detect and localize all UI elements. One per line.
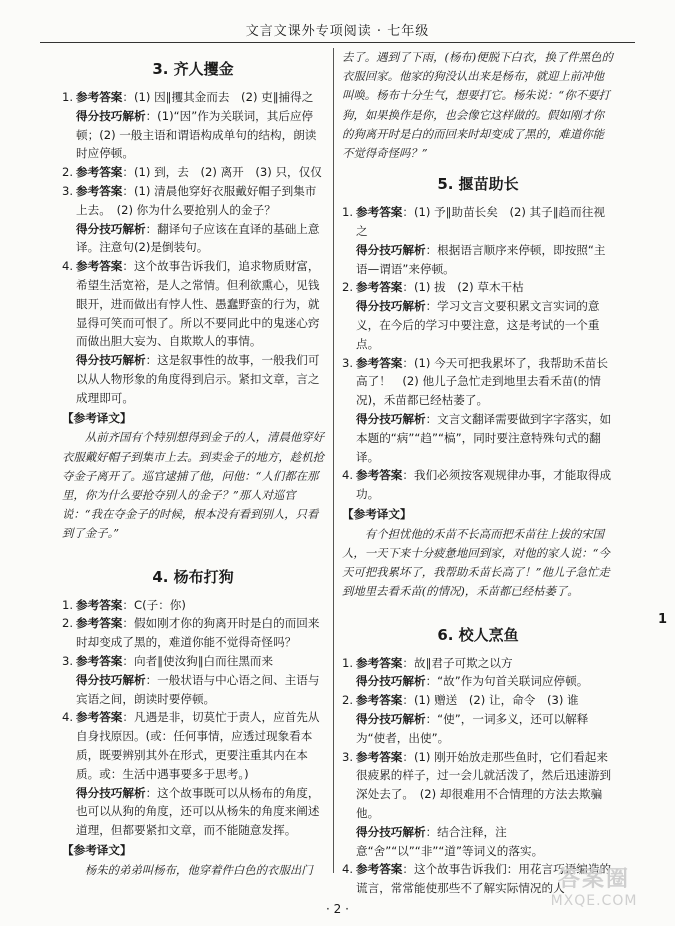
s5-item-3 [342, 354, 614, 467]
site-watermark [524, 862, 664, 922]
answer-label: 参考答案 [356, 355, 403, 370]
translation-continued: 去了。遇到了下雨，(杨布)便脱下白衣，换了件黑色的衣服回家。他家的狗没认出来是杨布，就迎上前冲他叫唤。杨布十分生气，想要打它。杨朱说：“你不要打狗，如果换作是你，也会像它这样做的。假如刚才你的狗离开时是白的而回来时却变成了黑的，难道你能不觉得奇怪吗？” [342, 50, 613, 161]
answer-text: ：这个故事告诉我们：用花言巧语编造的谎言，常常能使那些不了解实际情况的人 [356, 862, 612, 896]
translation-text: 从前齐国有个特别想得到金子的人，清晨他穿好衣服戴好帽子到集市上去。到卖金子的地方，趁机抢夺金子离开了。巡官逮捕了他，问他：“人们都在那里，你为什么要抢夺别人的金子？”那人对巡官说：“我在夺金子的时候，根本没有看到别人，只看到了金子。” [62, 430, 325, 541]
answer-label: 参考答案 [356, 862, 403, 877]
item-number: 1. [342, 655, 354, 670]
item-number: 1. [62, 597, 74, 612]
s3-item-2 [62, 163, 324, 182]
tip-label: 得分技巧解析 [76, 353, 146, 368]
tip-label: 得分技巧解析 [76, 221, 146, 236]
tip-text: ：文言文翻译需要做到字字落实，如本题的“病”“趋”“槁”，同时要注意特殊句式的翻译。 [356, 411, 612, 464]
s3-item-1 [62, 88, 324, 163]
answer-text: ：向者∥使汝狗∥白而往黑而来 [122, 653, 274, 668]
tip-text: ：翻译句子应该在直译的基础上意译。注意句(2)是倒装句。 [76, 221, 320, 255]
tip-label: 得分技巧解析 [356, 299, 426, 314]
answer-label: 参考答案 [356, 749, 403, 764]
margin-mark: 1 [658, 612, 668, 627]
answer-label: 参考答案 [356, 205, 403, 220]
item-number: 4. [342, 468, 354, 483]
answer-text: ：(1) 到，去 (2) 离开 (3) 只，仅仅 [122, 165, 322, 180]
answer-label: 参考答案 [76, 90, 123, 104]
item-number: 1. [62, 90, 74, 104]
s6-item-2 [342, 691, 614, 747]
tip-label: 得分技巧解析 [356, 711, 426, 726]
tip-label: 得分技巧解析 [356, 411, 426, 426]
answer-text: ：C(子：你) [122, 597, 186, 612]
answer-text: ：这个故事告诉我们，追求物质财富，希望生活宽裕，是人之常情。但利欲熏心，见钱眼开，进而做出有悖人性、愚蠢野蛮的行为，就显得可笑而可恨了。所以不要同此中的鬼迷心窍而做出胆大妄为、自欺欺人的事情。 [76, 259, 320, 349]
answer-text: ：(1) 今天可把我累坏了，我帮助禾苗长高了！ (2) 他儿子急忙走到地里去看禾苗(的情况)，禾苗都已经枯萎了。 [356, 355, 608, 408]
watermark-logo-text: 答案圈 [557, 867, 630, 892]
section-title-3: 3. 齐人攫金 [152, 60, 234, 78]
answer-label: 参考答案 [76, 710, 123, 725]
section-title-4: 4. 杨布打狗 [152, 567, 234, 586]
tip-label: 得分技巧解析 [356, 674, 426, 689]
item-number: 2. [62, 616, 74, 631]
answer-text: ：(1) 予∥助苗长矣 (2) 其子∥趋而往视之 [356, 205, 605, 239]
tip-text: ：这是叙事性的故事，一般我们可以从人物形象的角度得到启示。紧扣文章，言之成理即可。 [76, 353, 320, 405]
watermark-url-text: MXQE.COM [550, 893, 638, 909]
answer-label: 参考答案 [76, 653, 123, 668]
tip-label: 得分技巧解析 [76, 108, 146, 123]
tip-text: ：一般状语与中心语之间、主语与宾语之间，朗读时要停顿。 [76, 672, 320, 706]
tip-label: 得分技巧解析 [356, 824, 426, 839]
tip-label: 得分技巧解析 [76, 672, 146, 687]
s5-item-2 [342, 278, 614, 353]
translation-heading: 【参考译文】 [342, 506, 412, 521]
page-number: · 2 · [326, 902, 349, 916]
answer-label: 参考答案 [356, 280, 403, 295]
s3-item-3 [62, 182, 324, 257]
item-number: 3. [62, 183, 74, 198]
translation-text: 有个担忧他的禾苗不长高而把禾苗往上拔的宋国人，一天下来十分疲惫地回到家，对他的家人说：“今天可把我累坏了，我帮助禾苗长高了！”他儿子急忙走到地里去看禾苗(的情况)，禾苗都已经枯萎了。 [342, 526, 610, 599]
answer-label: 参考答案 [356, 468, 403, 483]
tip-text: ：“故”作为句首关联词应停顿。 [425, 674, 589, 689]
tip-label: 得分技巧解析 [356, 242, 426, 257]
s5-item-1 [342, 203, 614, 278]
tip-text: ：“使”，一词多义，还可以解释为“使者，出使”。 [356, 711, 589, 745]
s3-item-4 [62, 257, 324, 407]
right-column [342, 48, 614, 898]
header-title: 文言文课外专项阅读 · 七年级 [245, 24, 430, 39]
item-number: 4. [62, 710, 74, 725]
s4-item-2 [62, 614, 324, 652]
answer-label: 参考答案 [356, 655, 403, 670]
answer-text: ：(1) 清晨他穿好衣服戴好帽子到集市上去。 (2) 你为什么要抢别人的金子？ [76, 183, 317, 217]
s4-item-1 [62, 596, 324, 615]
answer-text: ：(1) 拔 (2) 草木干枯 [402, 280, 524, 295]
answer-text: ：假如刚才你的狗离开时是白的而回来时却变成了黑的，难道你能不觉得奇怪吗？ [76, 616, 320, 650]
s6-item-1 [342, 654, 614, 692]
answer-label: 参考答案 [76, 165, 123, 180]
translation-text: 杨朱的弟弟叫杨布，他穿着件白色的衣服出门 [84, 862, 313, 877]
answer-text: ：(1) 因∥攫其金而去 (2) 吏∥捕得之 [122, 90, 314, 104]
item-number: 3. [342, 355, 354, 370]
item-number: 3. [342, 749, 354, 764]
translation-heading: 【参考译文】 [62, 410, 132, 425]
section-title-5: 5. 揠苗助长 [437, 175, 519, 194]
left-column [62, 48, 324, 880]
tip-text: ：(1)“因”作为关联词，其后应停顿；(2) 一般主语和谓语构成单句的结构，朗读时应停顿。 [76, 108, 317, 161]
item-number: 3. [62, 653, 74, 668]
answer-label: 参考答案 [76, 259, 123, 274]
s6-item-3 [342, 748, 614, 861]
tip-label: 得分技巧解析 [76, 785, 146, 800]
tip-text: ：根据语言顺序来停顿，即按照“主语—谓语”来停顿。 [356, 242, 606, 276]
answer-label: 参考答案 [356, 693, 403, 708]
translation-heading: 【参考译文】 [62, 842, 132, 857]
tip-text: ：这个故事既可以从杨布的角度，也可以从狗的角度，还可以从杨朱的角度来阐述道理，但都要紧扣文章，而不能随意发挥。 [76, 785, 320, 838]
s4-item-3 [62, 652, 324, 708]
answer-text: ：凡遇是非，切莫忙于责人，应首先从自身找原因。(或：任何事情，应透过现象看本质，既要辨别其外在形式，更要注重其内在本质。或：生活中遇事要多于思考。) [76, 710, 320, 781]
item-number: 2. [62, 165, 74, 180]
answer-label: 参考答案 [76, 616, 123, 631]
answer-text: ：我们必须按客观规律办事，才能取得成功。 [356, 468, 612, 502]
answer-text: ：(1) 刚开始放走那些鱼时，它们看起来很疲累的样子，过一会儿就活泼了，然后迅速游到深处去了。 (2) 却很难用不合情理的方法去欺骗他。 [356, 749, 612, 820]
column-divider [333, 48, 334, 873]
item-number: 4. [62, 259, 74, 274]
answer-text: ：故∥君子可欺之以方 [402, 655, 513, 670]
answer-text: ：(1) 赠送 (2) 让，命令 (3) 谁 [402, 693, 579, 708]
item-number: 1. [342, 205, 354, 220]
item-number: 2. [342, 280, 354, 295]
answer-label: 参考答案 [76, 597, 123, 612]
tip-text: ：学习文言文要积累文言实词的意义，在今后的学习中要注意，这是考试的一个重点。 [356, 299, 600, 351]
item-number: 4. [342, 862, 354, 877]
section-title-6: 6. 校人烹鱼 [437, 625, 519, 644]
running-header [40, 18, 635, 43]
item-number: 2. [342, 693, 354, 708]
s5-item-4 [342, 466, 614, 504]
answer-label: 参考答案 [76, 183, 123, 198]
s4-item-4 [62, 708, 324, 840]
tip-text: ：结合注释，注意“舍”“以”“非”“道”等词义的落实。 [356, 824, 544, 858]
